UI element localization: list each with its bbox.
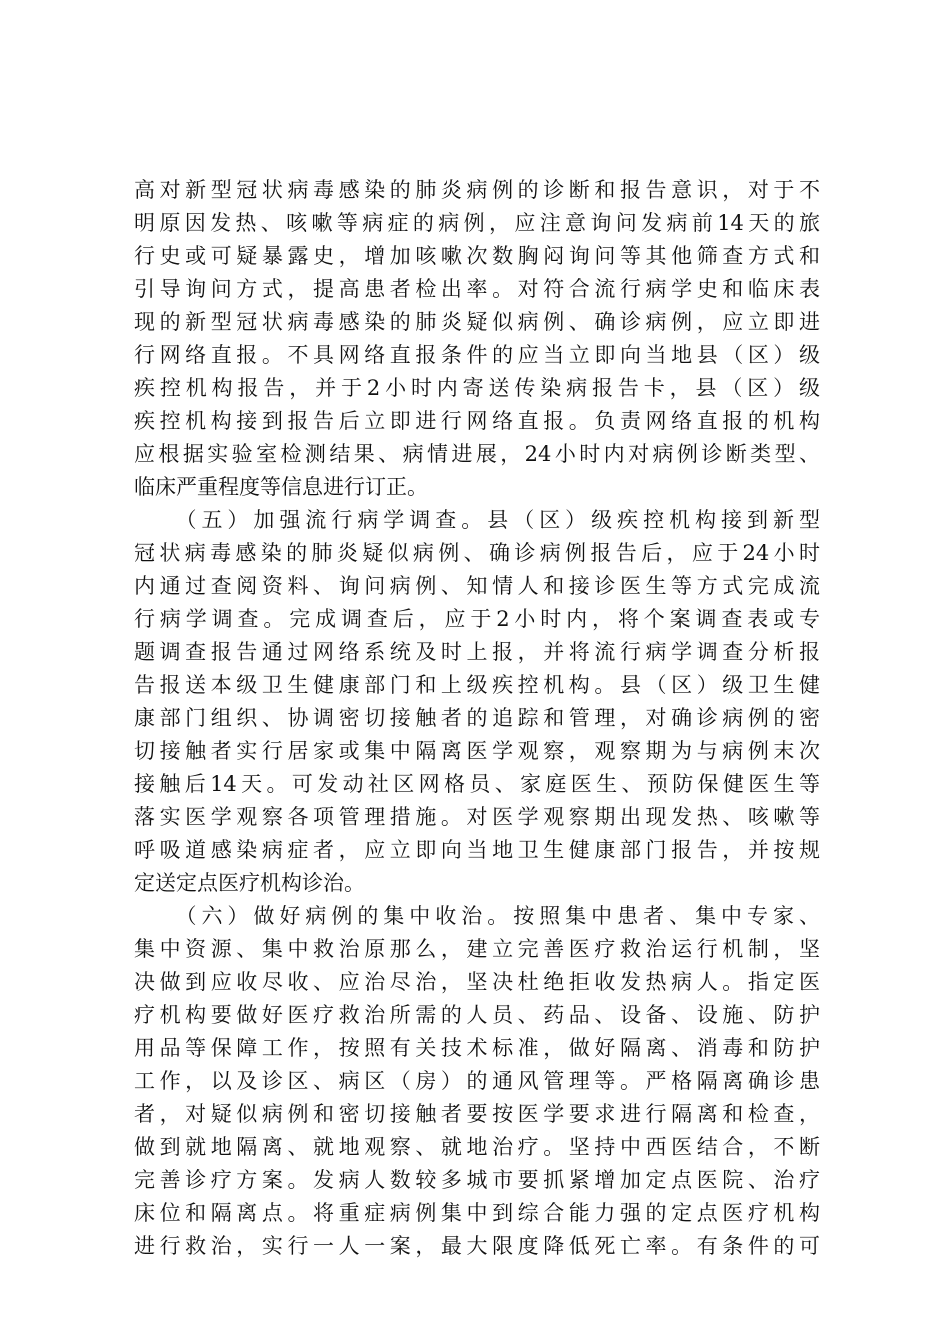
text-line-29: 者，对疑似病例和密切接触者要按医学要求进行隔离和检查， (134, 1102, 820, 1126)
text-line-23: （六）做好病例的集中收治。按照集中患者、集中专家、 (134, 904, 820, 928)
text-line-11: （五）加强流行病学调查。县（区）级疾控机构接到新型 (134, 508, 820, 532)
text-line-24: 集中资源、集中救治原那么，建立完善医疗救治运行机制，坚 (134, 937, 820, 961)
text-line-4: 引导询问方式，提高患者检出率。对符合流行病学史和临床表 (134, 277, 820, 301)
text-line-8: 疾控机构接到报告后立即进行网络直报。负责网络直报的机构 (134, 409, 820, 433)
text-line-27: 用品等保障工作，按照有关技术标准，做好隔离、消毒和防护 (134, 1036, 820, 1060)
text-line-10: 临床严重程度等信息进行订正。 (134, 475, 428, 499)
text-line-3: 行史或可疑暴露史，增加咳嗽次数胸闷询问等其他筛查方式和 (134, 244, 820, 268)
text-line-21: 呼吸道感染病症者，应立即向当地卫生健康部门报告，并按规 (134, 838, 820, 862)
text-line-1: 高对新型冠状病毒感染的肺炎病例的诊断和报告意识，对于不 (134, 178, 820, 202)
text-line-31: 完善诊疗方案。发病人数较多城市要抓紧增加定点医院、治疗 (134, 1168, 820, 1192)
text-line-19: 接触后14天。可发动社区网格员、家庭医生、预防保健医生等 (134, 772, 820, 796)
text-line-2: 明原因发热、咳嗽等病症的病例，应注意询问发病前14天的旅 (134, 211, 820, 235)
text-line-7: 疾控机构报告，并于2小时内寄送传染病报告卡，县（区）级 (134, 376, 820, 400)
text-line-15: 题调查报告通过网络系统及时上报，并将流行病学调查分析报 (134, 640, 820, 664)
text-line-25: 决做到应收尽收、应治尽治，坚决杜绝拒收发热病人。指定医 (134, 970, 820, 994)
text-line-33: 进行救治，实行一人一案，最大限度降低死亡率。有条件的可 (134, 1234, 820, 1258)
text-line-9: 应根据实验室检测结果、病情进展，24小时内对病例诊断类型、 (134, 442, 820, 466)
text-line-22: 定送定点医疗机构诊治。 (134, 871, 365, 895)
text-line-16: 告报送本级卫生健康部门和上级疾控机构。县（区）级卫生健 (134, 673, 820, 697)
text-line-13: 内通过查阅资料、询问病例、知情人和接诊医生等方式完成流 (134, 574, 820, 598)
text-line-12: 冠状病毒感染的肺炎疑似病例、确诊病例报告后，应于24小时 (134, 541, 820, 565)
text-line-14: 行病学调查。完成调查后，应于2小时内，将个案调查表或专 (134, 607, 820, 631)
text-line-6: 行网络直报。不具网络直报条件的应当立即向当地县（区）级 (134, 343, 820, 367)
text-line-26: 疗机构要做好医疗救治所需的人员、药品、设备、设施、防护 (134, 1003, 820, 1027)
body-text (134, 174, 820, 1263)
text-line-18: 切接触者实行居家或集中隔离医学观察，观察期为与病例末次 (134, 739, 820, 763)
text-line-5: 现的新型冠状病毒感染的肺炎疑似病例、确诊病例，应立即进 (134, 310, 820, 334)
text-line-32: 床位和隔离点。将重症病例集中到综合能力强的定点医疗机构 (134, 1201, 820, 1225)
text-line-30: 做到就地隔离、就地观察、就地治疗。坚持中西医结合，不断 (134, 1135, 820, 1159)
text-line-28: 工作，以及诊区、病区（房）的通风管理等。严格隔离确诊患 (134, 1069, 820, 1093)
text-line-20: 落实医学观察各项管理措施。对医学观察期出现发热、咳嗽等 (134, 805, 820, 829)
text-line-17: 康部门组织、协调密切接触者的追踪和管理，对确诊病例的密 (134, 706, 820, 730)
